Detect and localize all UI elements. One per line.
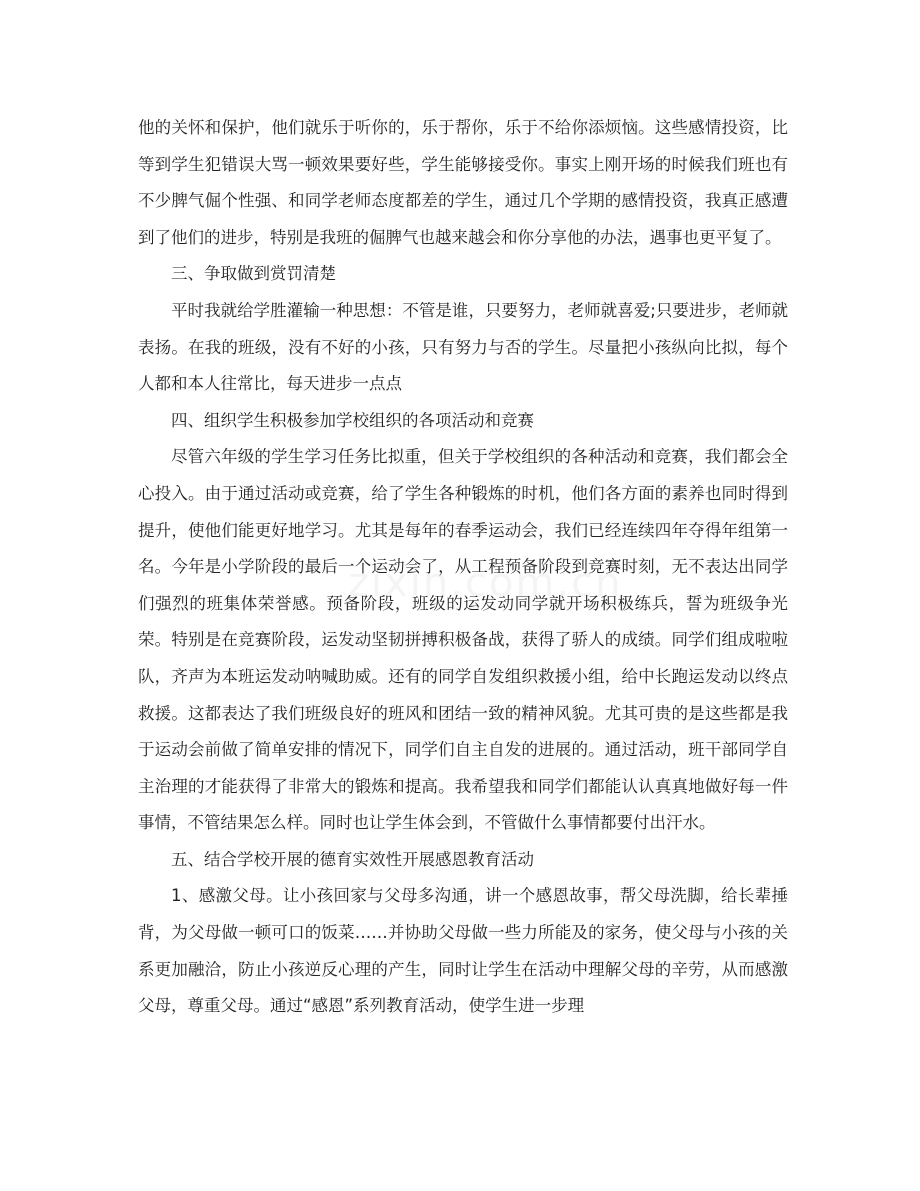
section-heading-5: 五、结合学校开展的德育实效性开展感恩教育活动 <box>171 849 534 869</box>
document-body <box>138 110 788 1025</box>
paragraph: 尽管六年级的学生学习任务比拟重，但关于学校组织的各种活动和竞赛，我们都会全心投入。由于通过活动或竞赛，给了学生各种锻炼的时机，他们各方面的素养也同时得到提升，使他们能更好地学习。尤其是每年的春季运动会，我们已经连续四年夺得年组第一名。今年是小学阶段的最后一个运动会了，从工程预备阶段到竞赛时刻，无不表达出同学们强烈的班集体荣誉感。预备阶段，班级的运发动同学就开场积极练兵，誓为班级争光荣。特别是在竞赛阶段，运发动坚韧拼搏积极备战，获得了骄人的成绩。同学们组成啦啦队，齐声为本班运发动呐喊助威。还有的同学自发组织救援小组，给中长跑运发动以终点救援。这都表达了我们班级良好的班风和团结一致的精神风貌。尤其可贵的是这些都是我于运动会前做了简单安排的情况下，同学们自主自发的进展的。通过活动，班干部同学自主治理的才能获得了非常大的锻炼和提高。我希望我和同学们都能认认真真地做好每一件事情，不管结果怎么样。同时也让学生体会到，不管做什么事情都要付出汗水。 <box>138 447 788 833</box>
section-heading-4: 四、组织学生积极参加学校组织的各项活动和竞赛 <box>171 410 534 430</box>
paragraph-continuation: 他的关怀和保护，他们就乐于听你的，乐于帮你，乐于不给你添烦恼。这些感情投资，比等到学生犯错误大骂一顿效果要好些，学生能够接受你。事实上刚开场的时候我们班也有不少脾气倔个性强、和同学老师态度都差的学生，通过几个学期的感情投资，我真正感遭到了他们的进步，特别是我班的倔脾气也越来越会和你分享他的办法，遇事也更平复了。 <box>138 118 788 247</box>
paragraph: 1、感激父母。让小孩回家与父母多沟通，讲一个感恩故事，帮父母洗脚，给长辈捶背，为父母做一顿可口的饭菜……并协助父母做一些力所能及的家务，使父母与小孩的关系更加融洽，防止小孩逆反心理的产生，同时让学生在活动中理解父母的辛劳，从而感激父母，尊重父母。通过“感恩”系列教育活动，使学生进一步理 <box>138 886 788 1016</box>
section-heading-3: 三、争取做到赏罚清楚 <box>171 264 336 284</box>
paragraph: 平时我就给学胜灌输一种思想：不管是谁，只要努力，老师就喜爱;只要进步，老师就表扬。在我的班级，没有不好的小孩，只有努力与否的学生。尽量把小孩纵向比拟，每个人都和本人往常比，每天进步一点点 <box>138 300 788 394</box>
